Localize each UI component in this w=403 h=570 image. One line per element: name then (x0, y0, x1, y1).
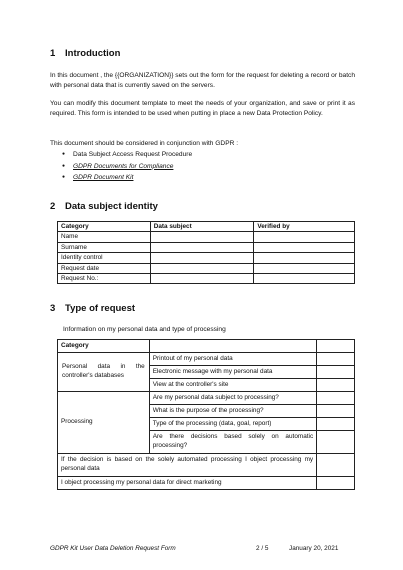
group-label-processing: Processing (58, 392, 150, 454)
option-checkbox-cell[interactable] (317, 379, 355, 392)
option-label: If the decision is based on the solely automated processing I object processing my personal data (58, 454, 317, 477)
group-label-databases: Personal data in the controller's databases (58, 353, 150, 392)
footer-document-title: GDPR Kit User Data Deletion Request Form (50, 545, 176, 552)
section-title: Type of request (65, 303, 136, 314)
footer-page-number: 2 / 5 (256, 545, 269, 552)
row-label: Request date (58, 263, 151, 273)
table-row (58, 274, 355, 284)
option-checkbox-cell[interactable] (317, 431, 355, 454)
list-item-link[interactable] (62, 172, 192, 184)
table-row (58, 454, 355, 477)
verified-by-cell[interactable] (254, 263, 355, 273)
section-1-heading (50, 48, 120, 59)
option-label: I object processing my personal data for direct marketing (58, 477, 317, 490)
gdpr-kit-link[interactable]: GDPR Document Kit (73, 174, 134, 181)
footer-date: January 20, 2021 (289, 545, 339, 552)
data-subject-cell[interactable] (150, 263, 254, 273)
section-number: 2 (50, 201, 56, 212)
table-row (58, 232, 355, 242)
data-subject-cell[interactable] (150, 232, 254, 242)
verified-by-cell[interactable] (254, 232, 355, 242)
option-checkbox-cell[interactable] (317, 353, 355, 366)
option-checkbox-cell[interactable] (317, 366, 355, 379)
verified-by-cell[interactable] (254, 274, 355, 284)
option-checkbox-cell[interactable] (317, 477, 355, 490)
list-item: ● Data Subject Access Request Procedure (62, 149, 192, 161)
header-verified-by: Verified by (254, 222, 355, 232)
option-label: Are there decisions based solely on automatic processing? (149, 431, 316, 454)
header-data-subject: Data subject (150, 222, 254, 232)
section-number: 3 (50, 303, 56, 314)
option-checkbox-cell[interactable] (317, 405, 355, 418)
intro-paragraph-2: You can modify this document template to meet the needs of your organization, and save or print it as required. This form is intended to be used when putting in place a new Data Protection Policy. (50, 100, 355, 117)
intro-paragraph-1: In this document , the {{ORGANIZATION}} sets out the form for the request for deleting a record or batch with personal data that is currently saved on the servers. (50, 72, 355, 89)
gdpr-compliance-link[interactable]: GDPR Documents for Compliance (73, 162, 174, 170)
option-label: Are my personal data subject to processing? (149, 392, 316, 405)
section-2-heading (50, 201, 158, 212)
table-row (58, 263, 355, 273)
row-label: Name (58, 232, 151, 242)
row-label: Identity control (58, 253, 151, 263)
identity-table (57, 221, 355, 284)
option-label: Electronic message with my personal data (149, 366, 316, 379)
table-row (58, 253, 355, 263)
section-3-intro: Information on my personal data and type of processing (63, 326, 226, 333)
section-title: Data subject identity (65, 201, 158, 212)
option-checkbox-cell[interactable] (317, 454, 355, 477)
verified-by-cell[interactable] (254, 242, 355, 252)
table-header-row (58, 340, 355, 353)
option-label: What is the purpose of the processing? (149, 405, 316, 418)
request-type-table (57, 339, 355, 490)
option-label: Type of the processing (data, goal, report) (149, 418, 316, 431)
intro-paragraph-3: This document should be considered in conjunction with GDPR : (50, 140, 239, 147)
verified-by-cell[interactable] (254, 253, 355, 263)
option-label: View at the controller's site (149, 379, 316, 392)
option-checkbox-cell[interactable] (317, 418, 355, 431)
reference-list (62, 149, 192, 184)
data-subject-cell[interactable] (150, 274, 254, 284)
table-row (58, 242, 355, 252)
table-header-row (58, 222, 355, 232)
data-subject-cell[interactable] (150, 242, 254, 252)
option-checkbox-cell[interactable] (317, 392, 355, 405)
header-category: Category (58, 340, 150, 353)
section-3-heading (50, 303, 135, 314)
section-title: Introduction (65, 48, 121, 59)
table-row (58, 477, 355, 490)
row-label: Surname (58, 242, 151, 252)
data-subject-cell[interactable] (150, 253, 254, 263)
row-label: Request No.: (58, 274, 151, 284)
header-category: Category (58, 222, 151, 232)
section-number: 1 (50, 48, 56, 59)
option-label: Printout of my personal data (149, 353, 316, 366)
list-item-link[interactable] (62, 161, 192, 173)
table-row (58, 353, 355, 366)
table-row (58, 392, 355, 405)
